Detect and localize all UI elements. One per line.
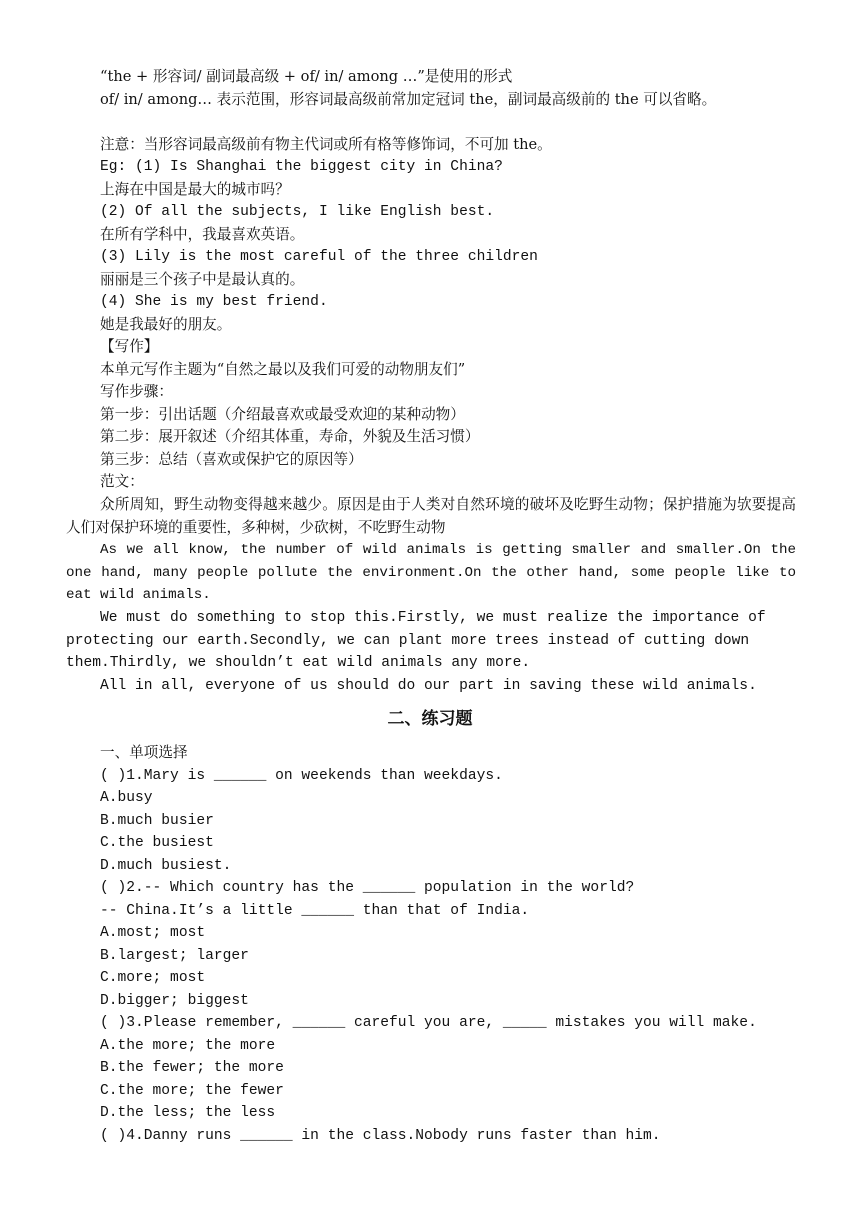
grammar-caution: 注意：当形容词最高级前有物主代词或所有格等修饰词，不可加 the。: [100, 136, 552, 153]
writing-heading: 【写作】: [100, 338, 159, 355]
exercise-line: B.the fewer; the more: [100, 1060, 284, 1076]
writing-steps-label: 写作步骤：: [100, 383, 173, 400]
exercise-line: ( )4.Danny runs ______ in the class.Nobody runs faster than him.: [100, 1128, 661, 1144]
exercise-line: A.busy: [100, 790, 153, 806]
example-2-en: (2) Of all the subjects, I like English best.: [100, 204, 495, 220]
exercise-line: -- China.It’s a little ______ than that of India.: [100, 903, 530, 919]
grammar-range-note: of/ in/ among… 表示范围，形容词最高级前常加定冠词 the，副词最高级前的 the 可以省略。: [100, 91, 717, 108]
writing-step-3: 第三步：总结（喜欢或保护它的原因等）: [100, 451, 363, 468]
exercise-line: D.the less; the less: [100, 1105, 276, 1121]
example-1-en: Eg: (1) Is Shanghai the biggest city in China?: [100, 159, 503, 175]
writing-sample-en-2c: them.Thirdly, we shouldn’t eat wild animals any more.: [66, 655, 531, 671]
exercise-line: B.much busier: [100, 813, 214, 829]
writing-theme: 本单元写作主题为“自然之最以及我们可爱的动物朋友们”: [100, 361, 466, 378]
writing-sample-en-1: As we all know, the number of wild animals is getting smaller and smaller.On the one hand, many people pollute the environment.On the other hand, some people like to eat wild animals.: [66, 542, 796, 603]
example-4-en: (4) She is my best friend.: [100, 294, 328, 310]
writing-sample-cn: 众所周知，野生动物变得越来越少。原因是由于人类对自然环境的破坏及吃野生动物；保护措施为欤要提高人们对保护环境的重要性，多种树，少砍树，不吃野生动物: [66, 496, 796, 536]
writing-step-1: 第一步：引出话题（介绍最喜欢或最受欢迎的某种动物）: [100, 406, 465, 423]
exercise-line: B.largest; larger: [100, 948, 249, 964]
example-2-cn: 在所有学科中，我最喜欢英语。: [100, 226, 305, 243]
exercise-line: ( )1.Mary is ______ on weekends than weekdays.: [100, 768, 503, 784]
exercise-line: D.much busiest.: [100, 858, 232, 874]
exercises-part-title: 一、单项选择: [100, 744, 188, 761]
exercise-line: ( )3.Please remember, ______ careful you are, _____ mistakes you will make.: [100, 1015, 757, 1031]
example-3-cn: 丽丽是三个孩子中是最认真的。: [100, 271, 305, 288]
writing-sample-en-2b: protecting our earth.Secondly, we can plant more trees instead of cutting down: [66, 633, 750, 649]
writing-sample-en-3: All in all, everyone of us should do our part in saving these wild animals.: [100, 678, 757, 694]
exercise-line: C.the more; the fewer: [100, 1083, 284, 1099]
exercise-line: ( )2.-- Which country has the ______ population in the world?: [100, 880, 635, 896]
exercise-line: D.bigger; biggest: [100, 993, 249, 1009]
exercise-line: A.the more; the more: [100, 1038, 276, 1054]
writing-sample-en-2a: We must do something to stop this.Firstly, we must realize the importance of: [100, 610, 766, 626]
exercise-line: A.most; most: [100, 925, 206, 941]
example-4-cn: 她是我最好的朋友。: [100, 316, 232, 333]
grammar-form-line: “the + 形容词/ 副词最高级 + of/ in/ among …”是使用的形式: [100, 68, 513, 85]
writing-sample-label: 范文：: [100, 473, 144, 490]
example-3-en: (3) Lily is the most careful of the three children: [100, 249, 538, 265]
exercises-section-title: 二、练习题: [387, 709, 473, 729]
exercise-line: C.the busiest: [100, 835, 214, 851]
writing-step-2: 第二步：展开叙述（介绍其体重，寿命，外貌及生活习惯）: [100, 428, 480, 445]
example-1-cn: 上海在中国是最大的城市吗？: [100, 181, 290, 198]
exercise-line: C.more; most: [100, 970, 206, 986]
